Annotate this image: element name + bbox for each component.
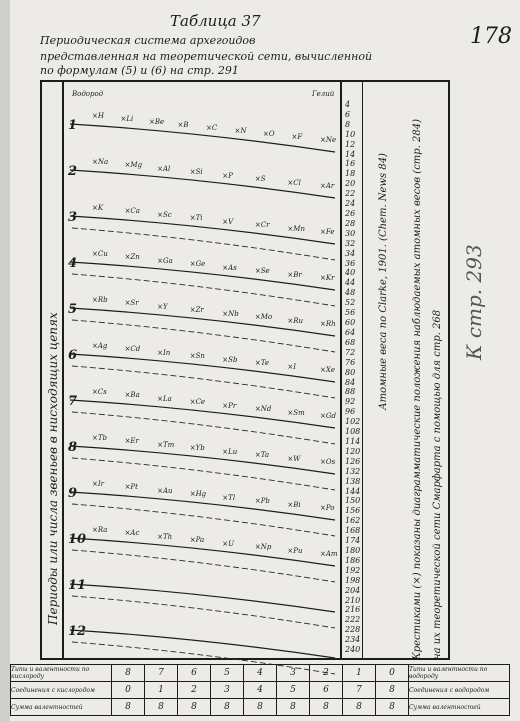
period-curve — [70, 354, 335, 382]
mass-value: 8 — [345, 119, 351, 129]
mass-value: 14 — [345, 149, 356, 159]
side-note-atomic-weights: Атомные веса по Clarke, 1901. (Chem. News 84) — [378, 153, 389, 410]
subtitle-line-2: представленная на теоретической сети, вычисленной — [40, 50, 373, 63]
mass-value: 222 — [345, 615, 361, 625]
mass-value: 60 — [345, 318, 356, 328]
period-number: 11 — [68, 578, 87, 593]
period-curve — [70, 584, 335, 612]
element-symbol: ×Kr — [320, 274, 335, 282]
element-symbol: ×Si — [189, 168, 203, 177]
element-symbol: ×I — [287, 362, 297, 371]
corner-label-left: Водород — [72, 90, 104, 98]
element-symbol: ×Sr — [124, 299, 139, 308]
period-number: 7 — [68, 394, 78, 409]
mass-value: 18 — [345, 169, 356, 179]
table-cell: 8 — [112, 699, 145, 716]
element-symbol: ×Al — [157, 164, 171, 173]
element-symbol: ×B — [177, 121, 189, 129]
element-symbol: ×Pt — [124, 483, 138, 492]
mass-value: 210 — [345, 595, 361, 605]
row-label: Соединения с кислородом — [11, 682, 112, 699]
mass-value: 234 — [345, 635, 361, 645]
element-symbol: ×Lu — [222, 447, 238, 456]
table-cell: 3 — [277, 665, 310, 682]
mass-value: 168 — [345, 526, 361, 536]
mass-value: 6 — [345, 109, 351, 119]
table-cell: 1 — [145, 682, 178, 699]
element-symbol: ×Ca — [124, 207, 140, 216]
table-cell: 7 — [145, 665, 178, 682]
period-number: 12 — [68, 624, 87, 639]
table-cell: 0 — [112, 682, 145, 699]
period-curve — [70, 216, 335, 244]
period-number: 6 — [68, 348, 78, 363]
mass-value: 150 — [345, 496, 361, 506]
element-symbol: ×Sb — [222, 355, 238, 364]
mass-value: 156 — [345, 506, 361, 516]
mass-value: 186 — [345, 555, 361, 565]
table-cell: 6 — [310, 682, 343, 699]
mass-value: 48 — [345, 288, 356, 298]
row-right-label: Соединения с водородом — [409, 682, 510, 699]
table-cell: 4 — [244, 682, 277, 699]
mass-value: 96 — [345, 407, 356, 417]
row-right-label: Сумма валентностей — [409, 699, 510, 716]
mass-value: 32 — [345, 238, 356, 248]
element-symbol: ×Mn — [287, 224, 305, 233]
period-number: 8 — [68, 440, 78, 455]
table-cell: 5 — [211, 665, 244, 682]
mass-value: 88 — [345, 387, 356, 397]
element-symbol: ×Au — [157, 486, 173, 495]
element-symbol: ×U — [222, 539, 235, 548]
element-symbol: ×Pa — [189, 536, 205, 545]
mass-value: 108 — [345, 427, 361, 437]
period-number: 5 — [68, 302, 78, 317]
element-symbol: ×Pb — [254, 497, 270, 506]
mass-value: 20 — [345, 179, 356, 189]
element-symbol: ×Ga — [157, 256, 173, 265]
mass-value: 162 — [345, 516, 361, 526]
table-cell: 8 — [244, 699, 277, 716]
valence-table — [10, 664, 510, 716]
mass-value: 16 — [345, 159, 356, 169]
element-symbol: ×Mo — [254, 313, 273, 322]
mass-value: 56 — [345, 308, 356, 318]
element-symbol: ×Cu — [92, 250, 108, 258]
element-symbol: ×Te — [254, 359, 269, 368]
corner-label-right: Гелий — [312, 90, 335, 98]
row-label: Типы и валентности по кислороду — [11, 665, 112, 682]
element-symbol: ×Tb — [92, 434, 108, 442]
mass-value: 144 — [345, 486, 361, 496]
page-number: 178 — [470, 24, 512, 49]
element-symbol: ×Tl — [222, 493, 236, 502]
mass-value: 138 — [345, 476, 361, 486]
mass-value: 102 — [345, 417, 361, 427]
element-symbol: ×C — [206, 124, 218, 132]
element-symbol: ×Ge — [189, 260, 206, 269]
element-symbol: ×Li — [120, 115, 134, 123]
element-symbol: ×Ti — [189, 214, 203, 223]
table-cell: 0 — [376, 665, 409, 682]
row-right-label: Типы и валентности по водороду — [409, 665, 510, 682]
element-symbol: ×Tm — [157, 440, 175, 449]
mass-value: 52 — [345, 298, 356, 308]
table-cell: 8 — [211, 699, 244, 716]
element-symbol: ×Cs — [92, 388, 107, 396]
table-title: Таблица 37 — [170, 12, 261, 30]
element-symbol: ×Hg — [189, 490, 207, 499]
element-symbol: ×Gd — [320, 412, 336, 420]
mass-value: 68 — [345, 337, 356, 347]
element-symbol: ×Ce — [189, 398, 206, 407]
period-curve — [70, 538, 335, 566]
element-symbol: ×Cr — [254, 221, 270, 230]
element-symbol: ×Ar — [320, 182, 335, 190]
element-symbol: ×Se — [254, 267, 270, 276]
period-curve — [70, 262, 335, 290]
period-curve — [70, 308, 335, 336]
period-curve-dashed — [72, 458, 335, 490]
element-symbol: ×Th — [157, 532, 173, 541]
element-symbol: ×Ir — [92, 480, 104, 488]
period-curve-dashed — [72, 596, 335, 628]
element-symbol: ×Er — [124, 437, 139, 446]
period-curve-dashed — [72, 366, 335, 398]
element-symbol: ×Na — [92, 158, 109, 166]
element-symbol: ×F — [291, 133, 303, 141]
table-cell: 8 — [343, 699, 376, 716]
mass-value: 114 — [345, 436, 361, 446]
mass-value: 174 — [345, 536, 361, 546]
table-cell: 8 — [376, 682, 409, 699]
element-symbol: ×Nb — [222, 309, 239, 318]
period-curve — [70, 446, 335, 474]
element-symbol: ×Cd — [124, 345, 141, 354]
mass-value: 240 — [345, 645, 361, 655]
table-cell: 8 — [277, 699, 310, 716]
row-label: Сумма валентностей — [11, 699, 112, 716]
mass-value: 132 — [345, 466, 361, 476]
element-symbol: ×Ag — [92, 342, 108, 350]
mass-value: 216 — [345, 605, 361, 615]
element-symbol: ×Am — [320, 550, 338, 558]
period-number: 9 — [68, 486, 78, 501]
y-axis-label: Периоды или числа звеньев в нисходящих цепях — [46, 312, 60, 625]
mass-value: 26 — [345, 209, 356, 219]
mass-value: 44 — [345, 278, 356, 288]
table-cell: 5 — [277, 682, 310, 699]
element-symbol: ×Rh — [320, 320, 336, 328]
element-symbol: ×Zr — [189, 306, 204, 315]
element-symbol: ×Ru — [287, 316, 304, 325]
period-curve-dashed — [72, 228, 335, 260]
element-symbol: ×Ta — [254, 451, 270, 460]
mass-value: 64 — [345, 327, 356, 337]
mass-value: 92 — [345, 397, 356, 407]
period-curve-dashed — [72, 320, 335, 352]
mass-value: 80 — [345, 367, 356, 377]
table-cell: 8 — [376, 699, 409, 716]
element-symbol: ×Np — [254, 543, 272, 552]
element-symbol: ×Y — [157, 302, 168, 311]
table-cell: 2 — [310, 665, 343, 682]
mass-value: 72 — [345, 347, 356, 357]
period-number: 4 — [68, 256, 78, 271]
period-curve — [70, 492, 335, 520]
mass-value: 24 — [345, 199, 356, 209]
mass-value: 192 — [345, 565, 361, 575]
mass-value: 180 — [345, 545, 361, 555]
mass-value: 76 — [345, 357, 356, 367]
period-number: 1 — [68, 118, 78, 133]
element-symbol: ×P — [222, 171, 233, 180]
table-cell: 8 — [145, 699, 178, 716]
period-curve — [70, 170, 335, 198]
table-cell: 2 — [178, 682, 211, 699]
mass-value: 10 — [345, 129, 356, 139]
element-symbol: ×S — [254, 175, 266, 184]
table-row — [11, 682, 510, 699]
element-symbol: ×Sm — [287, 408, 305, 417]
period-curve — [70, 400, 335, 428]
mass-value: 36 — [345, 258, 356, 268]
element-symbol: ×Fe — [320, 228, 335, 236]
element-symbol: ×Pr — [222, 401, 237, 410]
element-symbol: ×Mg — [124, 161, 143, 170]
element-symbol: ×Os — [320, 458, 336, 466]
table-cell: 3 — [211, 682, 244, 699]
period-curve-dashed — [72, 504, 335, 536]
page-reference: К стр. 293 — [462, 244, 486, 360]
element-symbol: ×Br — [287, 270, 302, 279]
mass-value: 4 — [345, 100, 351, 109]
table-cell: 4 — [244, 665, 277, 682]
element-symbol: ×Ac — [124, 529, 140, 538]
table-row — [11, 699, 510, 716]
element-symbol: ×Yb — [189, 444, 205, 453]
period-number: 10 — [68, 532, 87, 547]
element-symbol: ×Bi — [287, 500, 301, 509]
table-cell: 8 — [310, 699, 343, 716]
element-symbol: ×Ba — [124, 391, 140, 400]
mass-value: 204 — [345, 585, 361, 595]
table-cell: 7 — [343, 682, 376, 699]
mass-value: 40 — [345, 268, 356, 278]
table-row — [11, 665, 510, 682]
element-symbol: ×Sc — [157, 210, 172, 219]
element-symbol: ×La — [157, 394, 172, 403]
table-cell: 1 — [343, 665, 376, 682]
element-symbol: ×Zn — [124, 253, 140, 262]
mass-value: 84 — [345, 377, 356, 387]
mass-value: 22 — [345, 189, 356, 199]
element-symbol: ×Nd — [254, 405, 272, 414]
element-symbol: ×Po — [320, 504, 335, 512]
period-curve-dashed — [72, 550, 335, 582]
element-symbol: ×Pu — [287, 546, 303, 555]
mass-value: 198 — [345, 575, 361, 585]
mass-value: 34 — [345, 248, 356, 258]
element-symbol: ×Ra — [92, 526, 108, 534]
table-cell: 8 — [112, 665, 145, 682]
element-symbol: ×As — [222, 263, 237, 272]
period-curve-dashed — [72, 274, 335, 306]
period-number: 3 — [68, 210, 78, 225]
element-symbol: ×O — [263, 130, 275, 138]
element-symbol: ×Rb — [92, 296, 108, 304]
mass-value: 228 — [345, 625, 361, 635]
side-note-crosses: Крестиками (×) показаны диаграмматические положения наблюдаемых атомных весов (стр. 284) — [412, 118, 423, 660]
mass-value: 126 — [345, 456, 361, 466]
table-cell: 8 — [178, 699, 211, 716]
element-symbol: ×H — [92, 112, 104, 120]
element-symbol: ×Be — [149, 118, 165, 126]
subtitle-line-1: Периодическая система архегоидов — [40, 34, 256, 47]
period-curve-dashed — [72, 412, 335, 444]
mass-value: 12 — [345, 139, 356, 149]
element-symbol: ×N — [234, 127, 247, 135]
subtitle-line-3: по формулам (5) и (6) на стр. 291 — [40, 64, 239, 77]
element-symbol: ×Sn — [189, 352, 205, 361]
mass-value: 30 — [345, 228, 356, 238]
element-symbol: ×W — [287, 454, 301, 463]
element-symbol: ×Ne — [320, 136, 337, 144]
element-symbol: ×V — [222, 217, 234, 226]
table-cell: 6 — [178, 665, 211, 682]
period-curve — [70, 630, 335, 658]
element-symbol: ×Xe — [320, 366, 335, 374]
period-curve — [70, 124, 335, 152]
mass-value: 28 — [345, 218, 356, 228]
element-symbol: ×In — [157, 348, 171, 357]
element-symbol: ×K — [92, 204, 104, 212]
element-symbol: ×Cl — [287, 178, 301, 187]
mass-value: 120 — [345, 446, 361, 456]
period-number: 2 — [68, 164, 78, 179]
side-note-network: на их теоретической сети Смарфарта с помощью для стр. 268 — [432, 309, 443, 660]
